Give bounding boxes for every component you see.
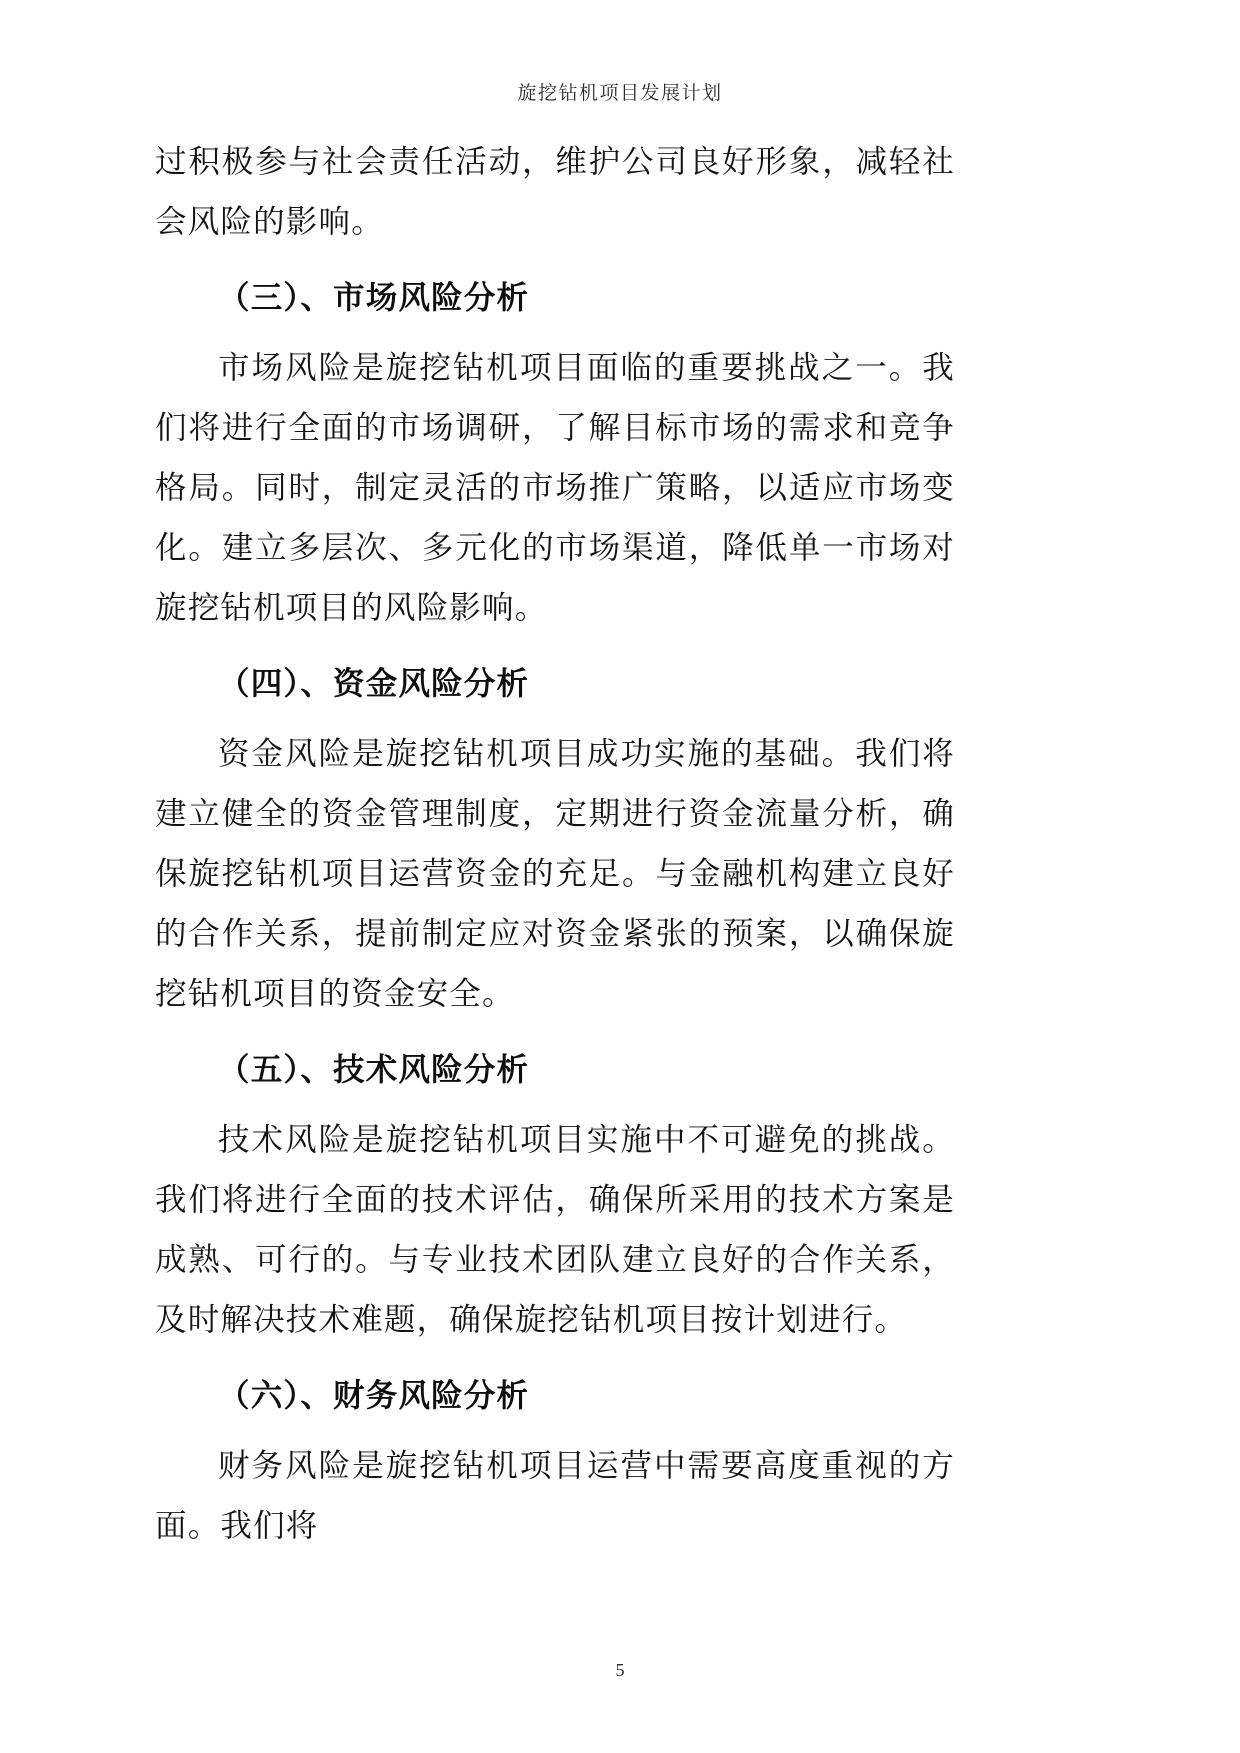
heading-funding-risk-analysis: （四）、资金风险分析 — [218, 666, 530, 701]
document-body — [155, 132, 955, 1570]
page-number: 5 — [615, 1660, 625, 1680]
paragraph-market-risk-analysis: 市场风险是旋挖钻机项目面临的重要挑战之一。我们将进行全面的市场调研，了解目标市场的需求和竞争格局。同时，制定灵活的市场推广策略，以适应市场变化。建立多层次、多元化的市场渠道，降低单一市场对旋挖钻机项目的风险影响。 — [155, 350, 955, 625]
heading-technical-risk-analysis: （五）、技术风险分析 — [218, 1052, 530, 1087]
paragraph-technical-risk-analysis: 技术风险是旋挖钻机项目实施中不可避免的挑战。我们将进行全面的技术评估，确保所采用的技术方案是成熟、可行的。与专业技术团队建立良好的合作关系，及时解决技术难题，确保旋挖钻机项目按计划进行。 — [155, 1122, 955, 1337]
heading-market-risk-analysis: （三）、市场风险分析 — [218, 280, 530, 315]
heading-financial-risk-analysis: （六）、财务风险分析 — [218, 1378, 530, 1413]
paragraph-funding-risk-analysis: 资金风险是旋挖钻机项目成功实施的基础。我们将建立健全的资金管理制度，定期进行资金流量分析，确保旋挖钻机项目运营资金的充足。与金融机构建立良好的合作关系，提前制定应对资金紧张的预案，以确保旋挖钻机项目的资金安全。 — [155, 736, 955, 1011]
paragraph-social-risk-continued: 过积极参与社会责任活动，维护公司良好形象，减轻社会风险的影响。 — [155, 144, 955, 239]
document-header-title: 旋挖钻机项目发展计划 — [517, 83, 723, 104]
paragraph-financial-risk-analysis: 财务风险是旋挖钻机项目运营中需要高度重视的方面。我们将 — [155, 1448, 955, 1543]
